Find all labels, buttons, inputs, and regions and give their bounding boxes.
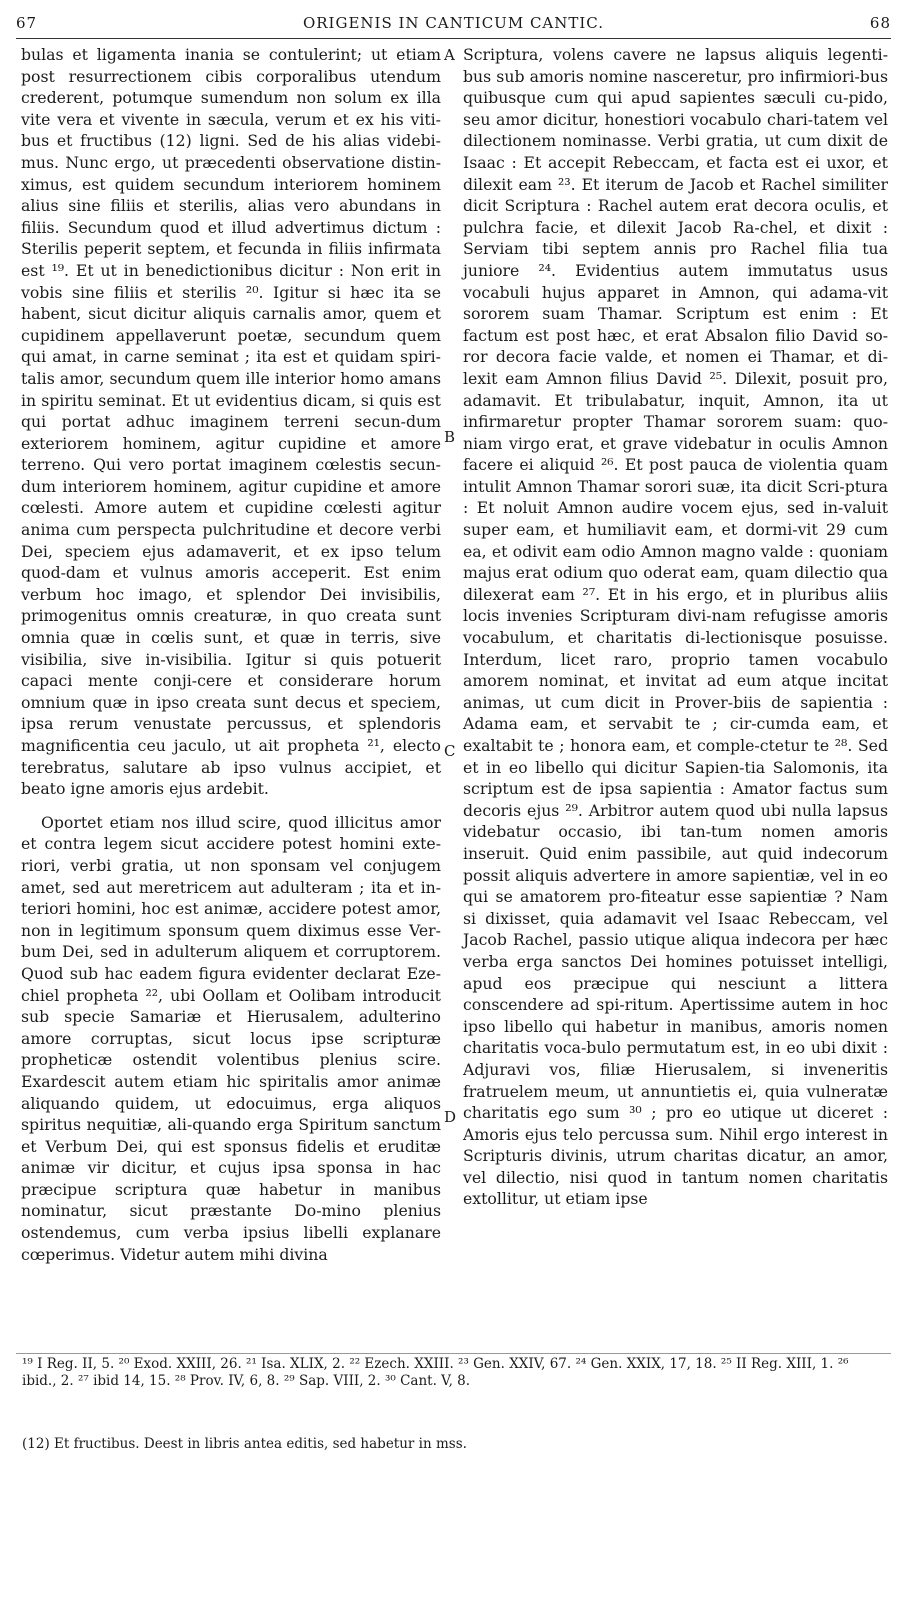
left-paragraph-1: bulas et ligamenta inania se contulerint; ut etiam post resurrectionem cibis corporalibus utendum crederent, potumque sumendum non solum ex illa vite vera et vivente in sæcula, verum et ex his viti-bus et fructibus (12) ligni. Sed de his alias videbi-mus. Nunc ergo, ut præcedenti observatione distin-ximus, est quidem secundum interiorem hominem alius sine filiis et sterilis, alias vero abundans in filiis. Secundum quod et illud advertimus dictum : Sterilis peperit septem, et fecunda in filiis infirmata est ¹⁹. Et ut in benedictionibus dicitur : Non erit in vobis sine filiis et sterilis ²⁰. Igitur si hæc ita se habent, sicut dicitur aliquis carnalis amor, quem et cupidinem appellaverunt poetæ, secundum quem qui amat, in carne seminat ; ita est et quidam spiri-talis amor, secundum quem ille interior homo amans in spiritu seminat. Et ut evidentius dicam, si quis est qui portat adhuc imaginem terreni secun-dum exteriorem hominem, agitur cupidine et amore terreno. Qui vero portat imaginem cœlestis secun-dum interiorem hominem, agitur cupidine et amore cœlesti. Amore autem et cupidine cœlesti agitur anima cum perspecta pulchritudine et decore verbi Dei, speciem ejus adamaverit, et ex ipso telum quod-dam et vulnus amoris acceperit. Est enim verbum hoc imago, et splendor Dei invisibilis, primogenitus omnis creaturæ, in quo creata sunt omnia quæ in cœlis sunt, et quæ in terris, sive visibilia, sive in-visibilia. Igitur si quis potuerit capaci mente conji-cere et considerare horum omnium quæ in ipso creata sunt decus et speciem, ipsa rerum venustate percussus, et splendoris magnificentia ceu jaculo, ut ait propheta ²¹, electo terebratus, salutare ab ipso vulnus accipiet, et beato igne amoris ejus ardebit.: [21, 45, 441, 799]
margin-letter-a: A: [444, 46, 455, 64]
running-title: ORIGENIS IN CANTICUM CANTIC.: [302, 14, 605, 32]
margin-letter-d: D: [444, 1108, 457, 1126]
left-column: [21, 44, 441, 1277]
footnote-rule: [16, 1353, 891, 1354]
page-number-left: 67: [16, 14, 38, 32]
left-paragraph-2: Oportet etiam nos illud scire, quod illicitus amor et contra legem sicut accidere potest homini exte-riori, verbi gratia, ut non sponsam vel conjugem amet, sed aut meretricem aut adulteram ; ita et in-teriori homini, hoc est animæ, accidere potest amor, non in legitimum sponsum quem diximus esse Ver-bum Dei, sed in adulterum aliquem et corruptorem. Quod sub hac eadem figura evidenter declarat Eze-chiel propheta ²², ubi Oollam et Oolibam introducit sub specie Samariæ et Hierusalem, adulterino amore corruptas, sicut locus ipse scripturæ propheticæ ostendit volentibus plenius scire. Exardescit autem etiam hic spiritalis amor animæ aliquando quidem, ut edocuimus, erga aliquos spiritus nequitiæ, ali-quando erga Spiritum sanctum et Verbum Dei, qui est sponsus fidelis et eruditæ animæ vir dicitur, et cujus ipsa sponsa in hac præcipue scriptura quæ habetur in manibus nominatur, sicut præstante Do-mino plenius ostendemus, cum verba ipsius libelli explanare cœperimus. Videtur autem mihi divina: [21, 812, 441, 1264]
editorial-note: (12) Et fructibus. Deest in libris antea editis, sed habetur in mss.: [22, 1436, 467, 1452]
margin-letters: [444, 0, 460, 1400]
page-number-right: 68: [869, 14, 891, 32]
margin-letter-b: B: [444, 428, 456, 446]
footnotes: ¹⁹ I Reg. II, 5. ²⁰ Exod. XXIII, 26. ²¹ Isa. XLIX, 2. ²² Ezech. XXIII. ²³ Gen. XXIV, 67. ²⁴ Gen. XXIX, 17, 18. ²⁵ II Reg. XIII, 1. ²⁶ ibid., 2. ²⁷ ibid 14, 15. ²⁸ Prov. IV, 6, 8. ²⁹ Sap. VIII, 2. ³⁰ Cant. V, 8.: [22, 1356, 849, 1389]
right-column: [463, 44, 888, 1222]
right-paragraph-1: Scriptura, volens cavere ne lapsus aliquis legenti-bus sub amoris nomine nasceretur, pro infirmiori-bus quibusque cum qui apud sapientes sæculi cu-pido, seu amor dicitur, honestiori vocabulo chari-tatem vel dilectionem nominasse. Verbi gratia, ut cum dixit de Isaac : Et accepit Rebeccam, et facta est ei uxor, et dilexit eam ²³. Et iterum de Jacob et Rachel similiter dicit Scriptura : Rachel autem erat decora oculis, et pulchra facie, et dilexit Jacob Ra-chel, et dixit : Serviam tibi septem annis pro Rachel filia tua juniore ²⁴. Evidentius autem immutatus usus vocabuli hujus apparet in Amnon, qui adama-vit sororem suam Thamar. Scriptum est enim : Et factum est post hæc, et erat Absalon filio David so-ror decora facie valde, et nomen ei Thamar, et di-lexit eam Amnon filius David ²⁵. Dilexit, posuit pro, adamavit. Et tribulabatur, inquit, Amnon, ita ut infirmaretur propter Thamar sororem suam: quo-niam virgo erat, et grave videbatur in oculis Amnon facere ei aliquid ²⁶. Et post pauca de violentia quam intulit Amnon Thamar sorori suæ, ita dicit Scri-ptura : Et noluit Amnon audire vocem ejus, sed in-valuit super eam, et humiliavit eam, et dormi-vit 29 cum ea, et odivit eam odio Amnon magno valde : quoniam majus erat odium quo oderat eam, quam dilectio qua dilexerat eam ²⁷. Et in his ergo, et in pluribus aliis locis invenies Scripturam divi-nam refugisse amoris vocabulum, et charitatis di-lectionisque posuisse. Interdum, licet raro, proprio tamen vocabulo amorem nominat, et invitat ad eum atque incitat animas, ut cum dicit in Prover-biis de sapientia : Adama eam, et servabit te ; cir-cumda eam, et exaltabit te ; honora eam, et comple-ctetur te ²⁸. Sed et in eo libello qui dicitur Sapien-tia Salomonis, ita scriptum est de ipsa sapientia : Amator factus sum decoris ejus ²⁹. Arbitror autem quod ubi nulla lapsus videbatur occasio, ibi tan-tum nomen amoris inseruit. Quid enim passibile, aut quid indecorum possit aliquis advertere in amore sapientiæ, vel in eo qui se amatorem pro-fiteatur esse sapientiæ ? Nam si dixisset, quia adamavit vel Isaac Rebeccam, vel Jacob Rachel, passio utique aliqua indecora per hæc verba erga sanctos Dei homines potuisset intelligi, apud eos præcipue qui nesciunt a littera conscendere ad spi-ritum. Apertissime autem in hoc ipso libello qui habetur in manibus, amoris nomen charitatis voca-bulo permutatum est, in eo ubi dixit : Adjuravi vos, filiæ Hierusalem, si inveneritis fratruelem meum, ut annuntietis ei, quia vulneratæ charitatis ego sum ³⁰ ; pro eo utique ut diceret : Amoris ejus telo percussa sum. Nihil ergo interest in Scripturis divinis, utrum charitas dicatur, an amor, vel dilectio, nisi quod in tantum nomen charitatis extollitur, ut etiam ipse: [463, 45, 888, 1209]
margin-letter-c: C: [444, 742, 456, 760]
